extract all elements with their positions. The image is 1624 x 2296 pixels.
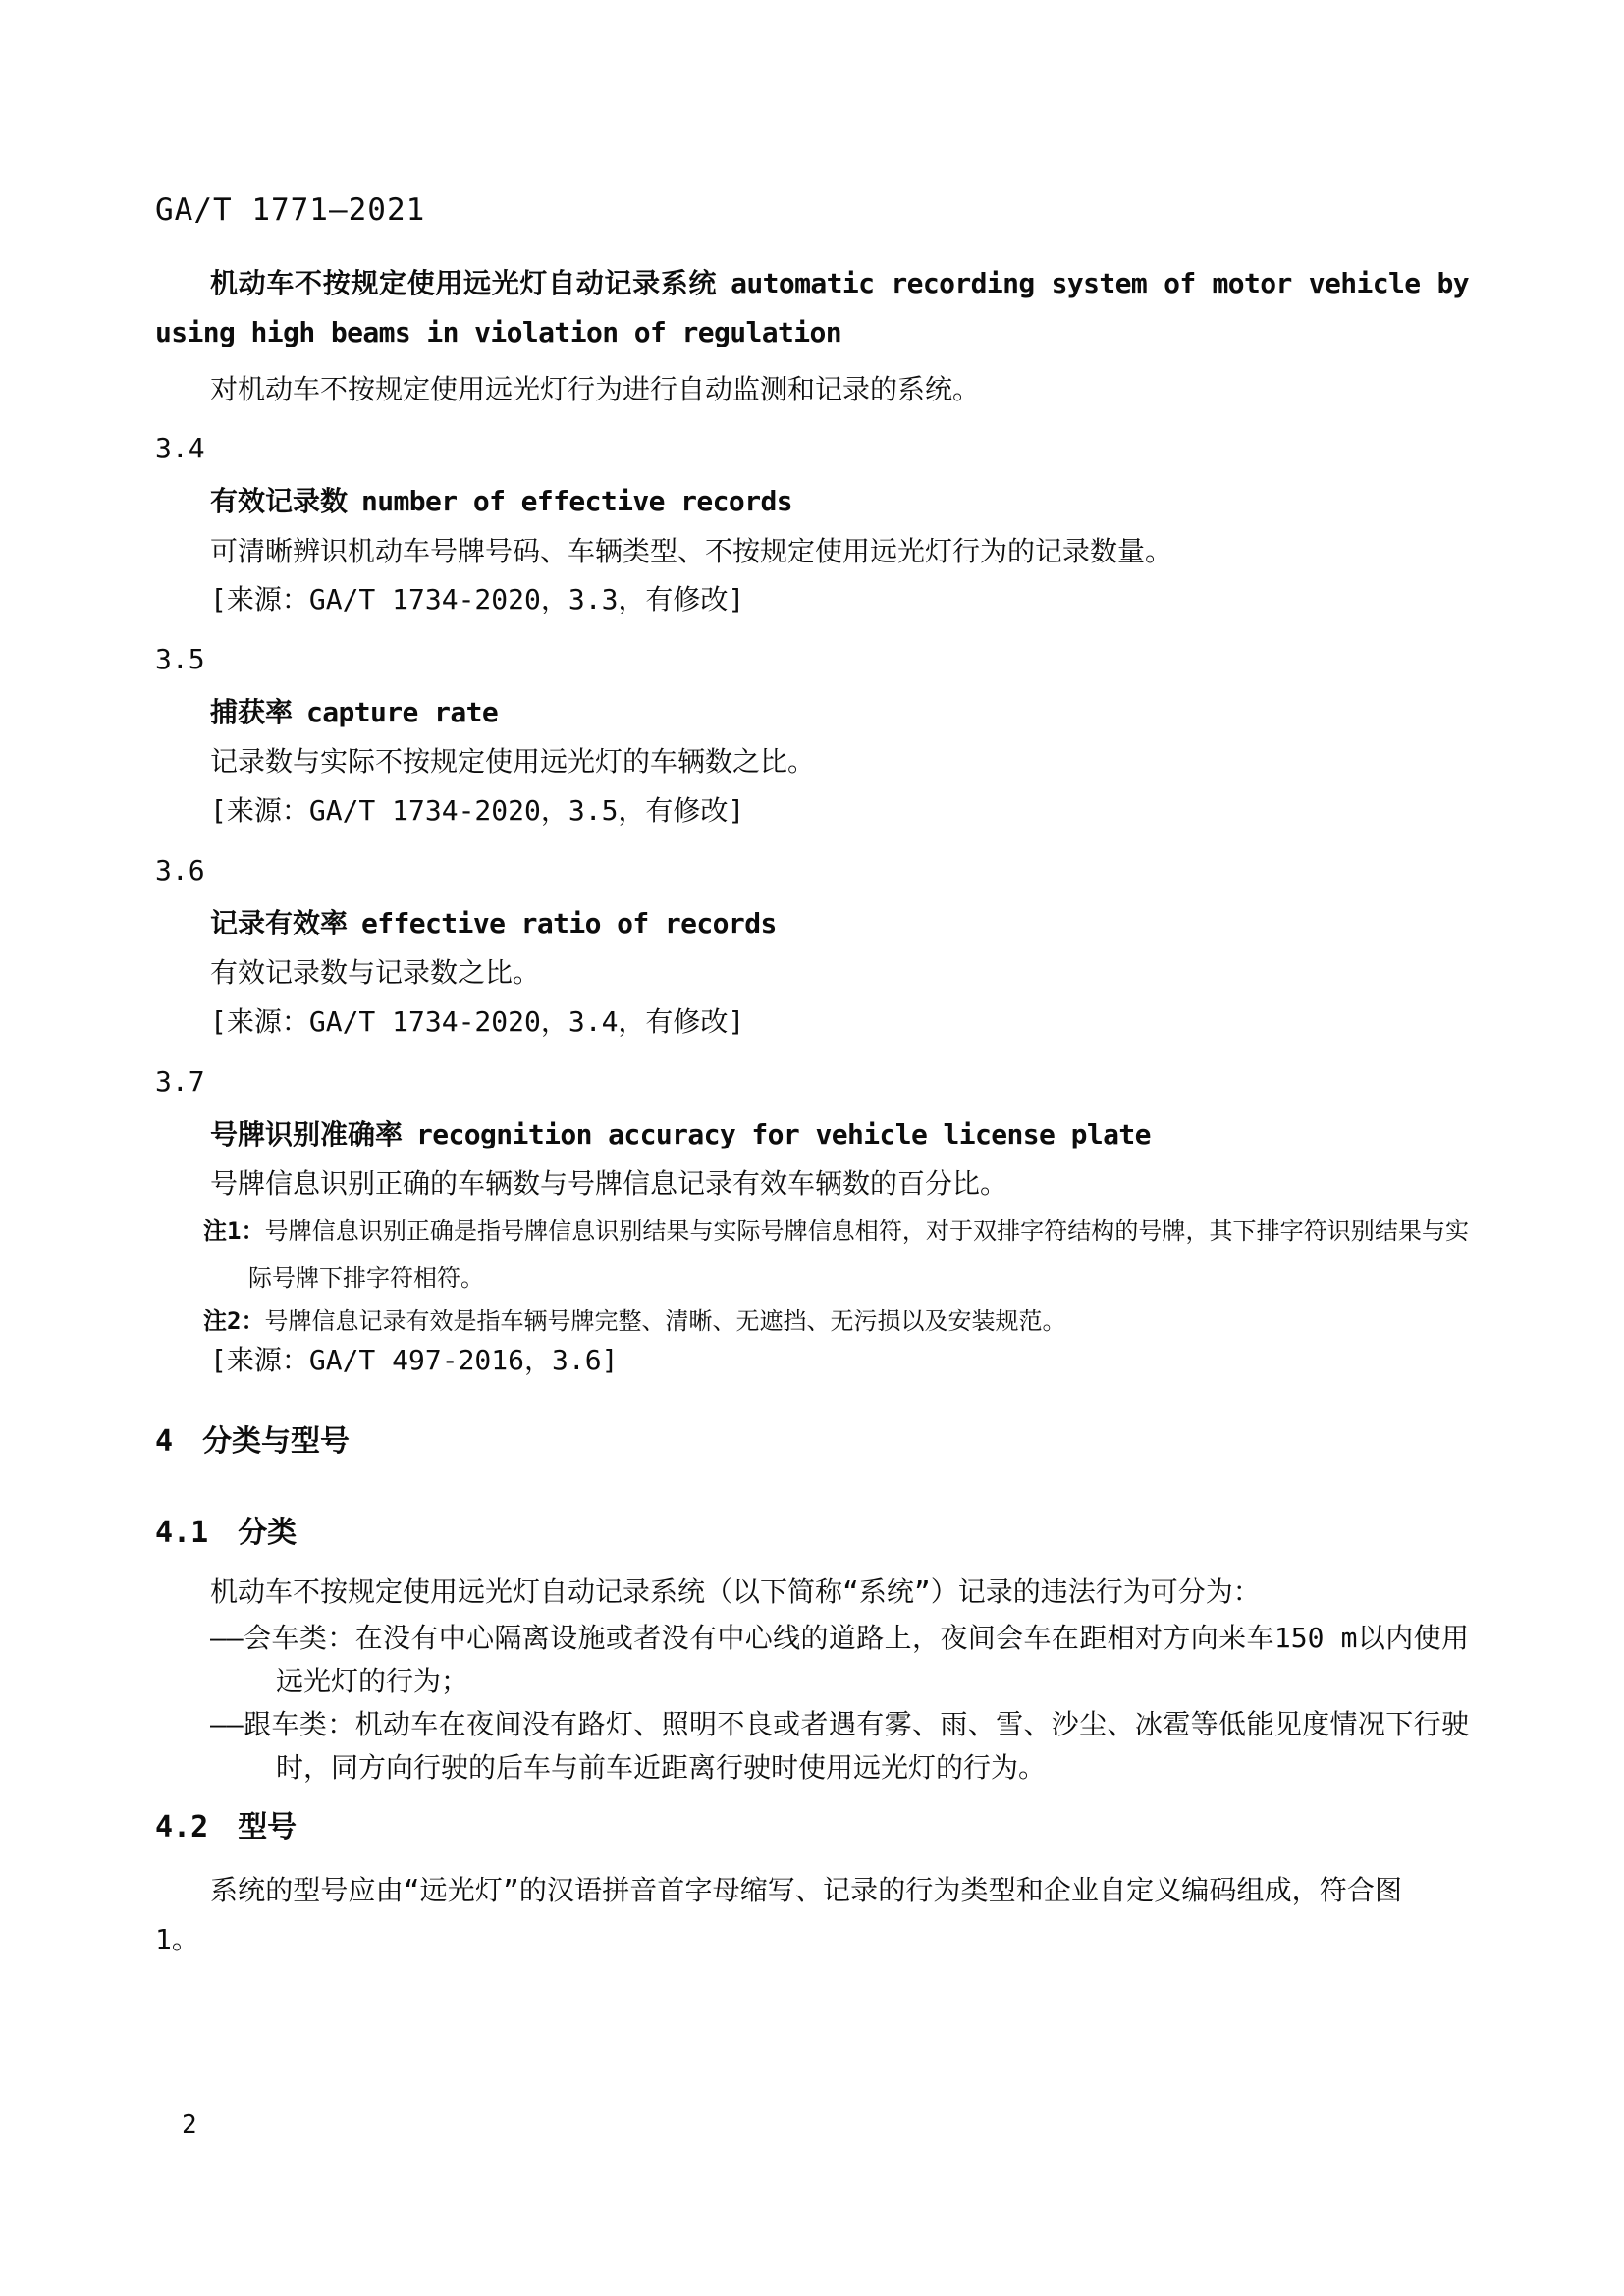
term-number-3-6: 3.6 xyxy=(155,854,205,886)
term-number-3-5: 3.5 xyxy=(155,643,205,675)
term-en: effective ratio of records xyxy=(361,907,777,939)
term-en: number of effective records xyxy=(361,485,792,517)
term-entry-3-5 xyxy=(155,688,1469,737)
term-number-3-4: 3.4 xyxy=(155,432,205,464)
dash: —— xyxy=(210,1622,244,1654)
note-1 xyxy=(155,1207,1469,1302)
term-cn: 有效记录数 xyxy=(210,485,349,517)
term-cn: 机动车不按规定使用远光灯自动记录系统 xyxy=(210,267,718,299)
section-number: 4.1 xyxy=(155,1516,209,1550)
list-item-text: 跟车类：机动车在夜间没有路灯、照明不良或者遇有雾、雨、雪、沙尘、冰雹等低能见度情况下行驶时，同方向行驶的后车与前车近距离行驶时使用远光灯的行为。 xyxy=(243,1708,1469,1784)
term-cn: 号牌识别准确率 xyxy=(210,1118,404,1150)
term-cn: 捕获率 xyxy=(210,696,294,728)
source-line: [来源：GA/T 1734-2020，3.3，有修改] xyxy=(210,583,745,615)
note-label: 注2： xyxy=(203,1308,265,1335)
term-entry-3-6 xyxy=(155,899,1469,948)
term-en: automatic recording system of motor vehicle by using high beams in violation of regulation xyxy=(155,267,1469,348)
term-cn: 记录有效率 xyxy=(210,907,349,939)
section-number: 4.2 xyxy=(155,1810,209,1844)
section-title: 分类 xyxy=(238,1516,298,1550)
term-definition: 可清晰辨识机动车号牌号码、车辆类型、不按规定使用远光灯行为的记录数量。 xyxy=(210,535,1173,567)
source-line: [来源：GA/T 497-2016，3.6] xyxy=(210,1344,619,1376)
note-label: 注1： xyxy=(203,1217,265,1245)
source-line: [来源：GA/T 1734-2020，3.5，有修改] xyxy=(210,794,745,827)
source-line: [来源：GA/T 1734-2020，3.4，有修改] xyxy=(210,1005,745,1038)
dash: —— xyxy=(210,1708,244,1740)
page-number: 2 xyxy=(182,2110,197,2140)
section-title: 型号 xyxy=(238,1810,298,1844)
term-en: capture rate xyxy=(306,696,499,728)
paragraph: 系统的型号应由“远光灯”的汉语拼音首字母缩写、记录的行为类型和企业自定义编码组成，符合图1。 xyxy=(155,1874,1402,1955)
term-entry-3-3 xyxy=(155,259,1469,357)
term-entry-3-7 xyxy=(155,1110,1469,1159)
term-definition: 对机动车不按规定使用远光灯行为进行自动监测和记录的系统。 xyxy=(210,373,981,405)
term-number-3-7: 3.7 xyxy=(155,1065,205,1097)
term-definition: 记录数与实际不按规定使用远光灯的车辆数之比。 xyxy=(210,745,816,777)
section-heading-4 xyxy=(155,1417,1469,1467)
term-definition: 号牌信息识别正确的车辆数与号牌信息记录有效车辆数的百分比。 xyxy=(210,1167,1008,1200)
note-text: 号牌信息记录有效是指车辆号牌完整、清晰、无遮挡、无污损以及安装规范。 xyxy=(264,1308,1066,1335)
list-item-text: 会车类：在没有中心隔离设施或者没有中心线的道路上，夜间会车在距相对方向来车150 m以内使用远光灯的行为； xyxy=(243,1622,1469,1697)
term-definition: 有效记录数与记录数之比。 xyxy=(210,956,541,988)
dash-list-item xyxy=(155,1703,1469,1789)
section-heading-4-1 xyxy=(155,1509,1469,1558)
doc-number: GA/T 1771—2021 xyxy=(155,192,426,228)
section-heading-4-2 xyxy=(155,1803,1469,1852)
paragraph: 机动车不按规定使用远光灯自动记录系统（以下简称“系统”）记录的违法行为可分为： xyxy=(210,1575,1261,1608)
section-number: 4 xyxy=(155,1424,174,1459)
note-text: 号牌信息识别正确是指号牌信息识别结果与实际号牌信息相符，对于双排字符结构的号牌，其下排字符识别结果与实际号牌下排字符相符。 xyxy=(248,1217,1469,1292)
dash-list-item xyxy=(155,1617,1469,1703)
term-en: recognition accuracy for vehicle license plate xyxy=(416,1118,1151,1150)
section-title: 分类与型号 xyxy=(202,1424,351,1459)
term-entry-3-4 xyxy=(155,477,1469,526)
